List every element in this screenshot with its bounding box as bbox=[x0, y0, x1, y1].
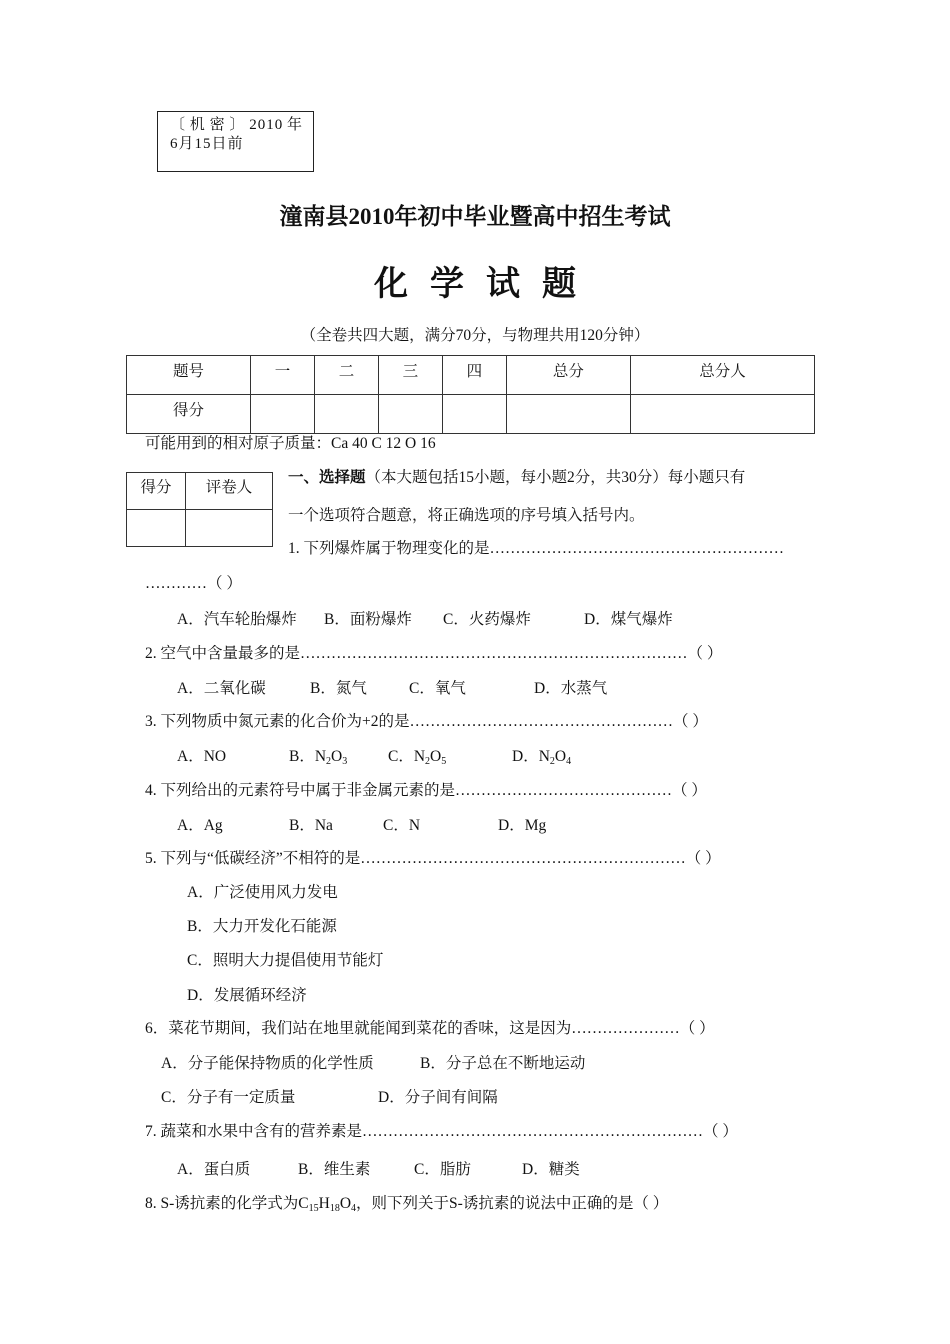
question-4-option-c[interactable]: C．N bbox=[383, 817, 421, 834]
question-2-option-d[interactable]: D．水蒸气 bbox=[534, 680, 608, 697]
question-1-option-a[interactable]: A．汽车轮胎爆炸 bbox=[177, 611, 297, 628]
question-1-stem-cont: …………（ ） bbox=[145, 575, 242, 592]
question-6-option-c[interactable]: C．分子有一定质量 bbox=[161, 1089, 296, 1106]
question-5-option-b[interactable]: B．大力开发化石能源 bbox=[187, 918, 337, 935]
question-2-option-c[interactable]: C．氧气 bbox=[409, 680, 466, 697]
question-3-option-b[interactable]: B．$N_2O_3$ bbox=[289, 748, 348, 767]
grader-score-cell[interactable] bbox=[127, 510, 186, 547]
question-4-option-a[interactable]: A．Ag bbox=[177, 817, 223, 834]
question-1-option-b[interactable]: B．面粉爆炸 bbox=[324, 611, 412, 628]
score-table-header: 三 bbox=[378, 356, 442, 395]
question-6-option-d[interactable]: D．分子间有间隔 bbox=[378, 1089, 498, 1106]
question-7-option-d[interactable]: D．糖类 bbox=[522, 1161, 580, 1178]
question-5-option-a[interactable]: A．广泛使用风力发电 bbox=[187, 884, 338, 901]
atomic-mass-note: 可能用到的相对原子质量：Ca 40 C 12 O 16 bbox=[145, 435, 436, 452]
score-cell[interactable] bbox=[506, 395, 630, 434]
grader-table bbox=[126, 472, 273, 547]
question-4-option-b[interactable]: B．Na bbox=[289, 817, 333, 834]
question-7-stem: 7. 蔬菜和水果中含有的营养素是…………………………………………………………（ ） bbox=[145, 1123, 738, 1140]
question-4-option-d[interactable]: D．Mg bbox=[498, 817, 547, 834]
score-table-header: 题号 bbox=[127, 356, 251, 395]
exam-subtitle: （全卷共四大题，满分70分，与物理共用120分钟） bbox=[300, 327, 650, 344]
score-table-header: 总分人 bbox=[630, 356, 814, 395]
confidential-label-line1: 〔机密〕2010年 bbox=[170, 117, 303, 133]
question-7-option-a[interactable]: A．蛋白质 bbox=[177, 1161, 251, 1178]
section1-intro-line2: 一个选项符合题意，将正确选项的序号填入括号内。 bbox=[288, 507, 645, 524]
question-2-option-a[interactable]: A．二氧化碳 bbox=[177, 680, 266, 697]
exam-title: 潼南县2010年初中毕业暨高中招生考试 bbox=[279, 204, 671, 229]
question-3-option-d[interactable]: D．$N_2O_4$ bbox=[512, 748, 572, 767]
question-6-option-a[interactable]: A．分子能保持物质的化学性质 bbox=[161, 1055, 374, 1072]
question-3-option-c[interactable]: C．$N_2O_5$ bbox=[388, 748, 447, 767]
score-table-header: 二 bbox=[314, 356, 378, 395]
question-8-stem: 8. S-诱抗素的化学式为$C_{15}H_{18}O_4$，则下列关于S-诱抗素的说法中正确的是（ ） bbox=[145, 1195, 669, 1214]
question-4-stem: 4. 下列给出的元素符号中属于非金属元素的是……………………………………（ ） bbox=[145, 782, 707, 799]
confidential-label-line2: 6月15日前 bbox=[170, 136, 244, 152]
score-cell[interactable] bbox=[251, 395, 315, 434]
question-1-option-c[interactable]: C．火药爆炸 bbox=[443, 611, 531, 628]
score-cell[interactable] bbox=[630, 395, 814, 434]
grader-score-label: 得分 bbox=[127, 473, 186, 510]
question-2-option-b[interactable]: B．氮气 bbox=[310, 680, 367, 697]
score-cell[interactable] bbox=[378, 395, 442, 434]
question-5-option-d[interactable]: D．发展循环经济 bbox=[187, 987, 307, 1004]
score-cell[interactable] bbox=[442, 395, 506, 434]
question-7-option-b[interactable]: B．维生素 bbox=[298, 1161, 371, 1178]
question-3-stem: 3. 下列物质中氮元素的化合价为+2的是……………………………………………（ ） bbox=[145, 713, 708, 730]
grader-name-cell[interactable] bbox=[186, 510, 273, 547]
score-table-score-row bbox=[127, 395, 815, 434]
section1-intro: （本大题包括15小题，每小题2分，共30分）每小题只有 bbox=[365, 469, 746, 486]
section1-heading: 一、选择题 bbox=[288, 469, 366, 486]
score-table bbox=[126, 355, 815, 434]
question-7-option-c[interactable]: C．脂肪 bbox=[414, 1161, 471, 1178]
score-table-header-row bbox=[127, 356, 815, 395]
score-table-header: 一 bbox=[251, 356, 315, 395]
question-6-option-b[interactable]: B．分子总在不断地运动 bbox=[420, 1055, 586, 1072]
question-3-option-a[interactable]: A．NO bbox=[177, 748, 227, 765]
score-cell[interactable] bbox=[314, 395, 378, 434]
question-2-stem: 2. 空气中含量最多的是…………………………………………………………………（ ） bbox=[145, 645, 723, 662]
subject-title: 化学试题 bbox=[374, 266, 598, 303]
question-5-stem: 5. 下列与“低碳经济”不相符的是………………………………………………………（ ） bbox=[145, 850, 721, 867]
question-1-stem: 1. 下列爆炸属于物理变化的是………………………………………………… bbox=[288, 540, 785, 557]
question-6-stem: 6．菜花节期间，我们站在地里就能闻到菜花的香味，这是因为…………………（ ） bbox=[145, 1020, 715, 1037]
score-table-header: 四 bbox=[442, 356, 506, 395]
confidential-label-box bbox=[157, 111, 314, 172]
question-1-option-d[interactable]: D．煤气爆炸 bbox=[584, 611, 673, 628]
question-5-option-c[interactable]: C．照明大力提倡使用节能灯 bbox=[187, 952, 384, 969]
grader-name-label: 评卷人 bbox=[186, 473, 273, 510]
score-table-row-label: 得分 bbox=[127, 395, 251, 434]
section1-heading-line bbox=[288, 465, 745, 487]
score-table-header: 总分 bbox=[506, 356, 630, 395]
